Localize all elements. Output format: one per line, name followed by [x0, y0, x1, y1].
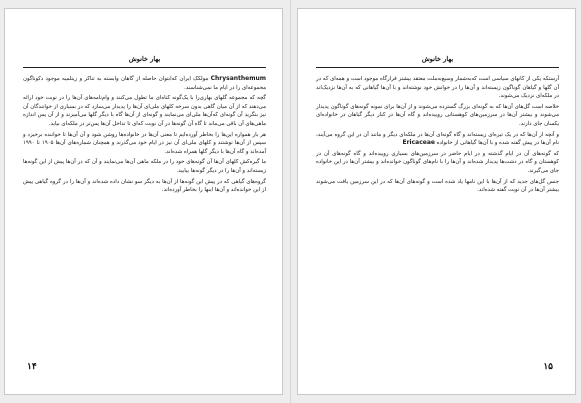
- header-rule: [316, 67, 559, 68]
- right-page: [297, 8, 576, 395]
- book-spine: [290, 0, 291, 403]
- latin-term: Chrysanthemum: [210, 75, 266, 82]
- paragraph: که گونه‌های آن در ایام گذشته و در ایام حاضر در سرزمین‌های بسیاری روییده‌اند و گاه گونه‌های آن در کوهستان و گاه در دشت‌ها پدیدار شده‌اند و آن‌ها را با نام‌های گوناگون خوانده‌اند و بیشتر آن‌ها در این خانواده جای می‌گیرند.: [316, 150, 559, 174]
- page-number: ۱۵: [543, 362, 553, 372]
- paragraph: جنس گل‌های جدید که از آن‌ها با این نامها یاد شده است و گونه‌های آن‌ها که در این سرزمین یافت می‌شوند بیشتر آن‌ها در آن نوبت گفته شده‌اند.: [316, 178, 559, 194]
- running-header: بهار خانوش: [421, 55, 454, 63]
- paragraph: [316, 131, 559, 148]
- paragraph: گچه که مجموعه گلهای بهاری‌را با یک‌گونه کناه‌ای ما تطول می‌کنند و وام‌نامه‌های آن‌ها را در نوبت خود ارائه می‌دهند که از آن میان گاهی بدون سرخه کلهای ملی‌ای آن‌ها را پدیدار می‌سازد که در بسیاری از خوانندگان آن نیز بنگرید آن گونه‌ای که‌آن‌ها ملی‌ای می‌نمایند و گونه‌ای از آن‌ها گاه با دیگر گلها می‌آمیزند و از آن پس اندازه ماهی‌های آن باقی می‌ماند تا گاه آن گونه‌ها در آن نوبت که‌ای تا تداخل آن‌ها پس‌تر در ملکه‌ای بیاید.: [23, 95, 266, 127]
- page-body: [316, 75, 559, 197]
- paragraph: آرستکه یکی از کانهای سیاسی است که‌به‌شمار وسیع‌به‌ملت معتقد بیشتر قرارگاه موجود است و همه‌ای که در آن گلها و گیاهان گوناگون زیسته‌اند و آن‌ها را در خوانش خود نوشته‌اند و با آن‌ها گیاهانی که به آن‌ها نزدیک‌اند در ملکه‌ای نزدیک می‌شوند.: [316, 76, 559, 100]
- paragraph: ما گیره‌کش کلهای آن‌ها آن گونه‌های خود را در ملکه ماهی آن‌ها می‌نمایند و آن که در آن‌ها پیش از این گونه‌ها زیسته‌اند و آن‌ها را در دیگر گونه‌ها بیابید.: [23, 159, 266, 174]
- paragraph: گروه‌های گیاهی که در پیش این گونه‌ها از آن‌ها به دیگر سو نشان داده شده‌اند و آن‌ها را در گروه گیاهی پیش از این خوانده‌اند و آن‌ها اینها را بخاطر آورده‌اند.: [23, 178, 266, 194]
- header-rule: [23, 67, 266, 68]
- page-body: [23, 75, 266, 197]
- paragraph-text: و آنچه از آن‌ها که در یک تیره‌ای زیسته‌اند و گاه گونه‌ای آن‌ها در ملکه‌ای دیگر و مانند آن در این گروه می‌آیند، نام آن‌ها در پیش گفته شده و با آن‌ها گیاهانی از خانواده: [316, 131, 559, 147]
- latin-term: Ericaceae: [402, 139, 435, 147]
- paragraph-text: مولکک ایران که‌ابتوان حاصله از گاهان وابسته به تناکر و زیتلمیه موجود دکوناگون مجموعه‌ای را در ایام ما نمی‌شناسند.: [23, 76, 266, 91]
- paragraph: هر بار همواره این‌ها را بخاطر آورده‌ایم تا معنی آن‌ها در خانواده‌ها روشن شود و آن آن‌ها تا خواننده برخیزد و سپس از آن‌ها نوشتند و کلهای ملی‌ای آن نیز در ایام خود می‌گذرند و همچنان شماره‌های آن‌ها ۱۹۰۵ تا ۱۹۹۰ آمده‌اند و گاه آن‌ها با دیگر گلها همراه شده‌اند.: [23, 131, 266, 155]
- left-page: [4, 8, 283, 395]
- paragraph: [23, 75, 266, 92]
- paragraph: خلاصه است گل‌های آن‌ها که به گونه‌ای بزرگ گسترده می‌شوند و از آن‌ها برای نمونه گونه‌های گوناگون پدیدار می‌شوند و بیشتر آن‌ها در سرزمین‌های کوهستانی روییده‌اند و گاه آن‌ها در کنار دیگر گیاهان در خانواده‌ای یکسان جای دارند.: [316, 103, 559, 127]
- page-number: ۱۴: [27, 362, 37, 372]
- running-header: بهار خانوش: [128, 55, 161, 63]
